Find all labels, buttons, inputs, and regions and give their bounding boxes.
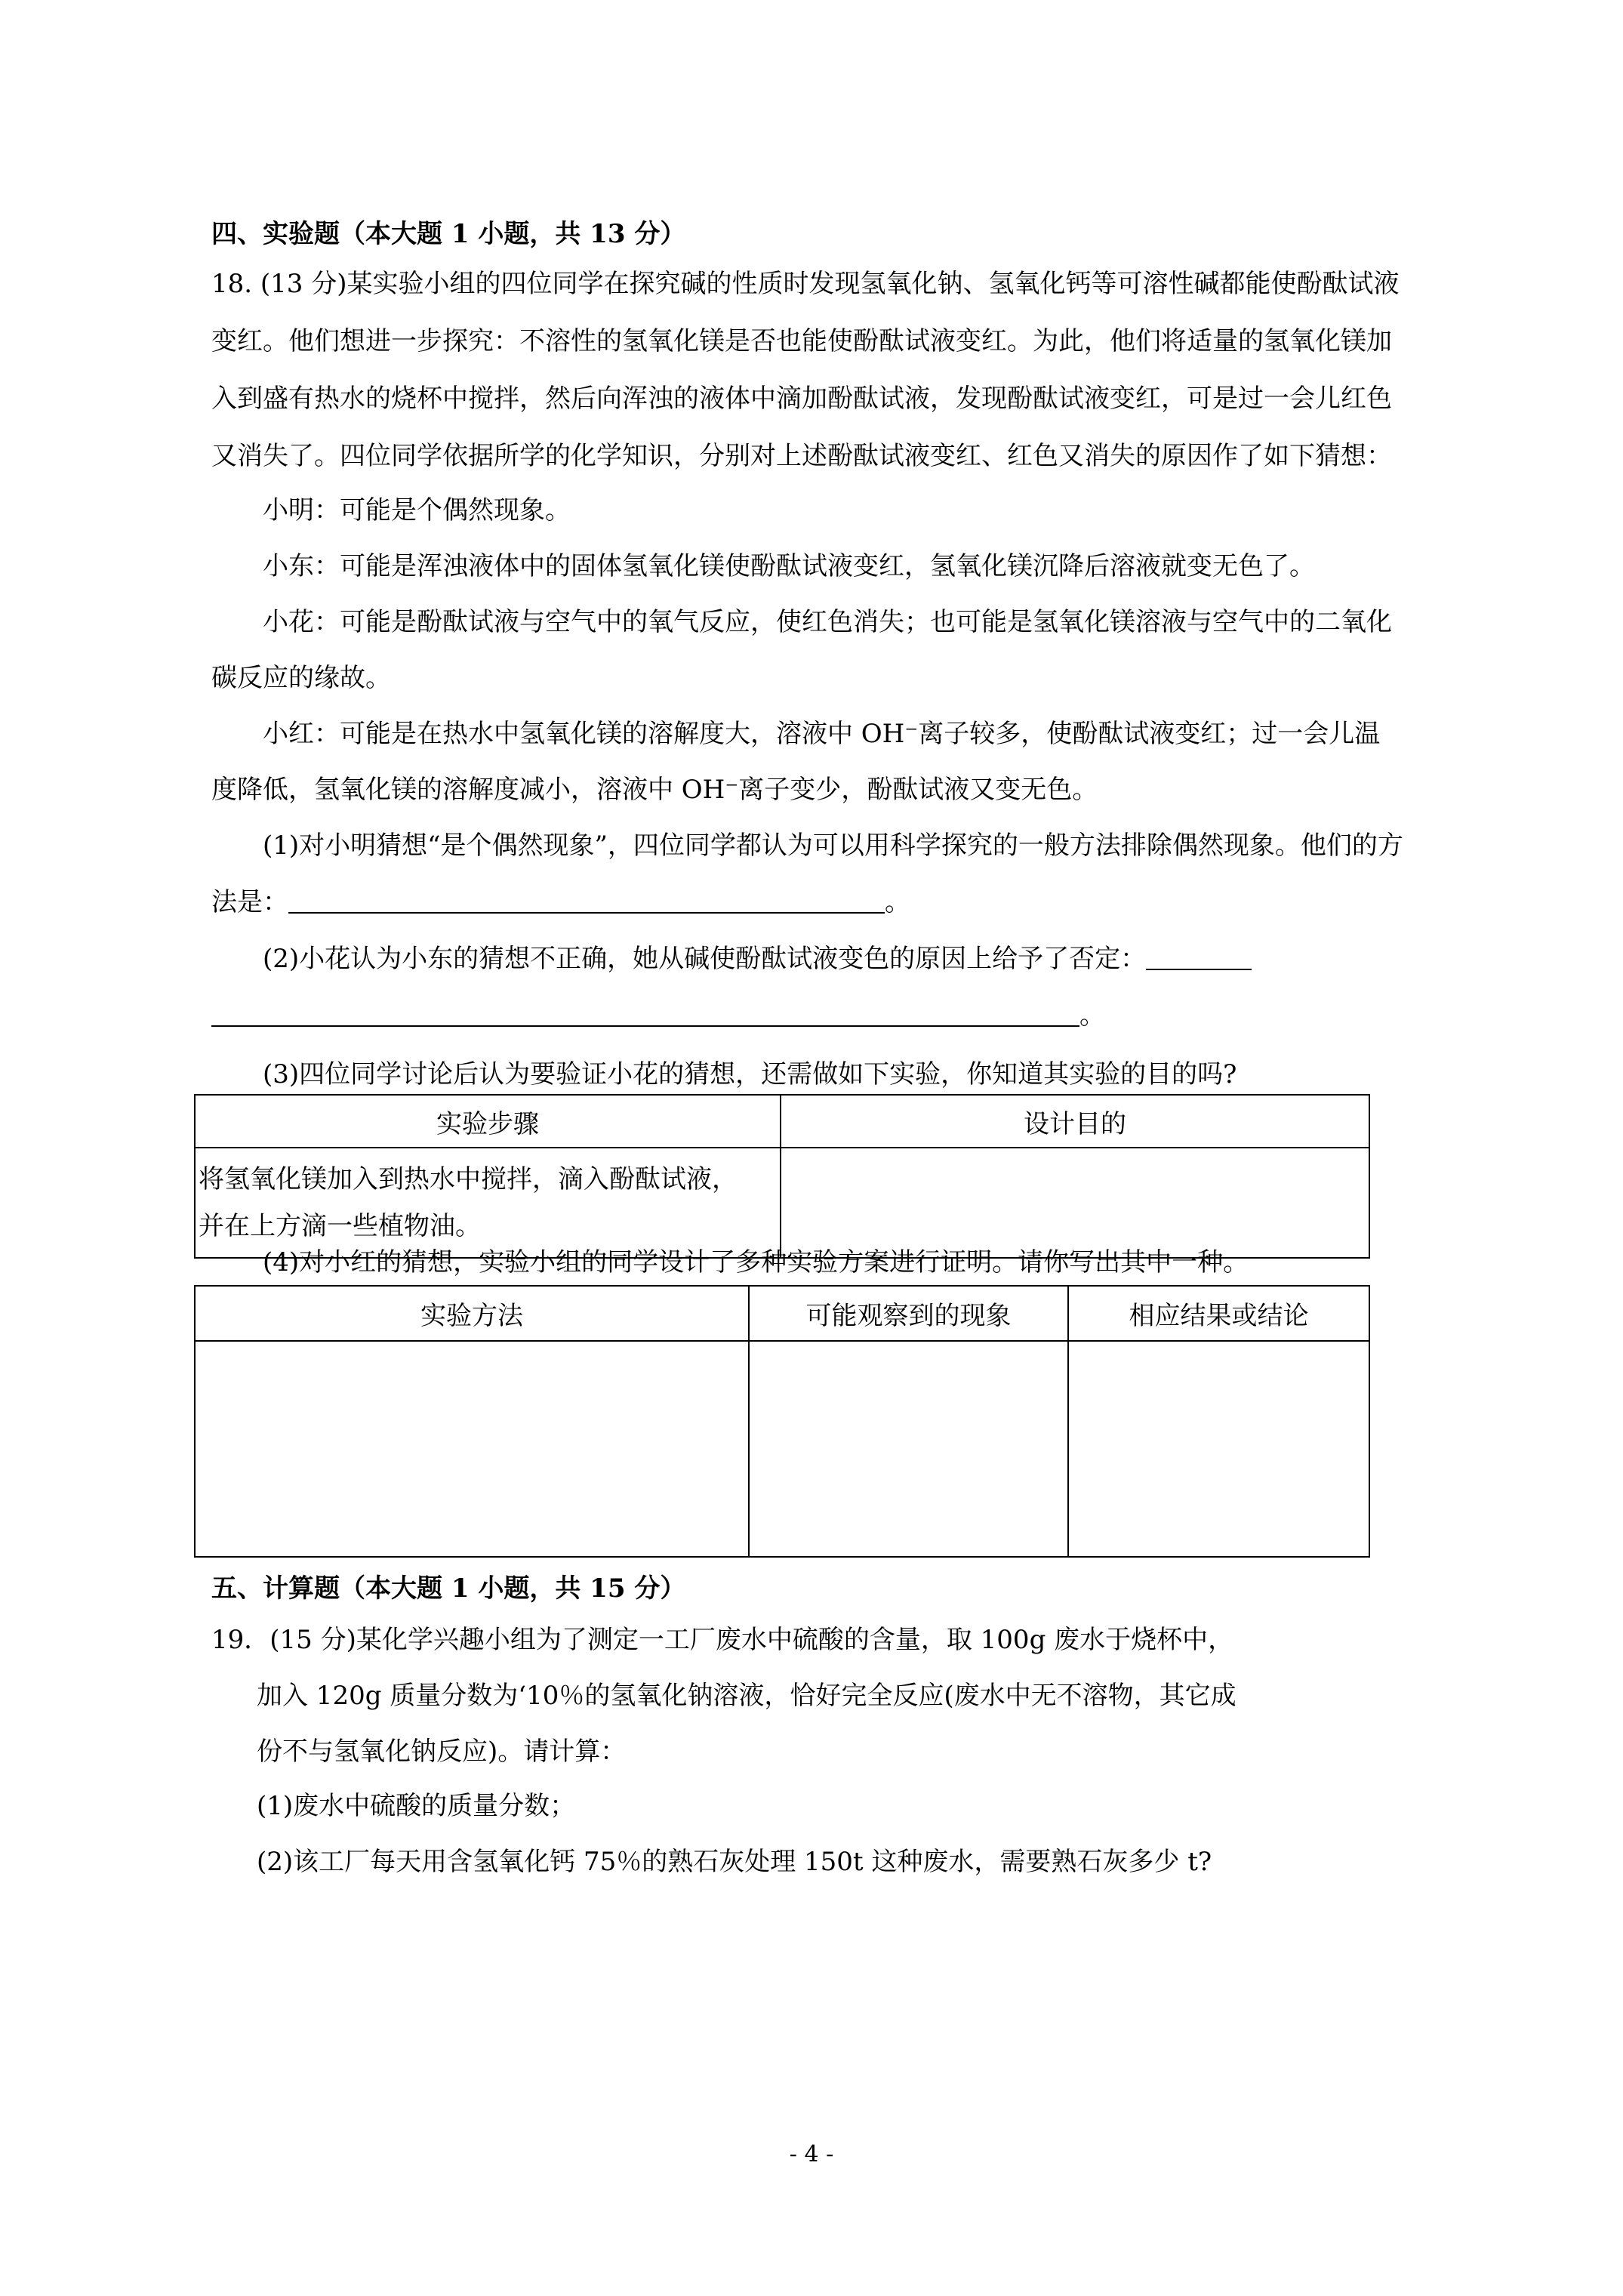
- q19-part1: (1)废水中硫酸的质量分数；: [257, 1791, 576, 1821]
- section4-heading: 四、实验题（本大题 1 小题，共 13 分）: [211, 219, 686, 249]
- method-table-header-method: 实验方法: [195, 1286, 749, 1341]
- part1-line-2: [211, 887, 910, 917]
- part2-question: (2)小花认为小东的猜想不正确，她从碱使酚酞试液变色的原因上给予了否定：: [263, 944, 1147, 974]
- q19-line-3: 份不与氢氧化钠反应)。请计算：: [257, 1737, 627, 1767]
- method-table-phenomenon-cell[interactable]: [749, 1341, 1068, 1557]
- q19-line-2: 加入 120g 质量分数为‘10％的氢氧化钠溶液，恰好完全反应(废水中无不溶物，其它成: [257, 1681, 1236, 1711]
- part1-label: 法是：: [211, 887, 288, 917]
- part2-line-1: [263, 944, 1252, 974]
- guess-xiaohua-line-1: 小花：可能是酚酞试液与空气中的氧气反应，使红色消失；也可能是氢氧化镁溶液与空气中的二氧化: [263, 607, 1392, 637]
- purpose-table-step-line-2: 并在上方滴一些植物油。: [199, 1211, 481, 1241]
- method-table-header-phenomenon: 可能观察到的现象: [749, 1286, 1068, 1341]
- guess-xiaodong: 小东：可能是浑浊液体中的固体氢氧化镁使酚酞试液变红，氢氧化镁沉降后溶液就变无色了。: [263, 551, 1315, 581]
- method-table-method-cell[interactable]: [195, 1341, 749, 1557]
- method-table-conclusion-cell[interactable]: [1068, 1341, 1369, 1557]
- part3-question: (3)四位同学讨论后认为要验证小花的猜想，还需做如下实验，你知道其实验的目的吗?: [263, 1059, 1237, 1089]
- part2-line-2: [211, 1000, 1105, 1031]
- part2-period: 。: [1079, 1000, 1105, 1031]
- guess-xiaohong-line-1: 小红：可能是在热水中氢氧化镁的溶解度大，溶液中 OH⁻离子较多，使酚酞试液变红；过一会儿温: [263, 719, 1381, 749]
- q18-line-1: 18. (13 分)某实验小组的四位同学在探究碱的性质时发现氢氧化钠、氢氧化钙等可溶性碱都能使酚酞试液: [211, 269, 1400, 299]
- q18-line-4: 又消失了。四位同学依据所学的化学知识，分别对上述酚酞试液变红、红色又消失的原因作了如下猜想：: [211, 441, 1392, 471]
- q18-line-3: 入到盛有热水的烧杯中搅拌，然后向浑浊的液体中滴加酚酞试液，发现酚酞试液变红，可是过一会儿红色: [211, 384, 1392, 414]
- method-table: [194, 1285, 1370, 1558]
- q19-part2: (2)该工厂每天用含氢氧化钙 75％的熟石灰处理 150t 这种废水，需要熟石灰多少 t?: [257, 1847, 1212, 1877]
- part2-answer-blank-2[interactable]: [211, 1003, 1079, 1027]
- purpose-table-header-purpose: 设计目的: [781, 1095, 1369, 1148]
- guess-xiaoming: 小明：可能是个偶然现象。: [263, 495, 571, 525]
- part1-period: 。: [885, 887, 910, 917]
- part4-question: (4)对小红的猜想，实验小组的同学设计了多种实验方案进行证明。请你写出其中一种。: [263, 1247, 1249, 1277]
- guess-xiaohong-line-2: 度降低，氢氧化镁的溶解度减小，溶液中 OH⁻离子变少，酚酞试液又变无色。: [211, 775, 1098, 805]
- page-number: - 4 -: [789, 2141, 834, 2168]
- part1-line-1: (1)对小明猜想“是个偶然现象”，四位同学都认为可以用科学探究的一般方法排除偶然现象。他们的方: [263, 831, 1403, 861]
- q18-line-2: 变红。他们想进一步探究：不溶性的氢氧化镁是否也能使酚酞试液变红。为此，他们将适量的氢氧化镁加: [211, 326, 1392, 356]
- method-table-header-conclusion: 相应结果或结论: [1068, 1286, 1369, 1341]
- part2-answer-blank-1[interactable]: [1146, 946, 1252, 970]
- q19-line-1: 19．(15 分)某化学兴趣小组为了测定一工厂废水中硫酸的含量，取 100g 废水于烧杯中，: [211, 1625, 1234, 1655]
- purpose-table-step-cell: [195, 1148, 781, 1258]
- guess-xiaohua-line-2: 碳反应的缘故。: [211, 663, 391, 693]
- part1-answer-blank[interactable]: [288, 889, 885, 914]
- section5-heading: 五、计算题（本大题 1 小题，共 15 分）: [211, 1573, 686, 1604]
- purpose-table-header-steps: 实验步骤: [195, 1095, 781, 1148]
- purpose-table-step-line-1: 将氢氧化镁加入到热水中搅拌，滴入酚酞试液，: [199, 1164, 738, 1194]
- purpose-table-answer-cell[interactable]: [781, 1148, 1369, 1258]
- purpose-table: [194, 1094, 1370, 1259]
